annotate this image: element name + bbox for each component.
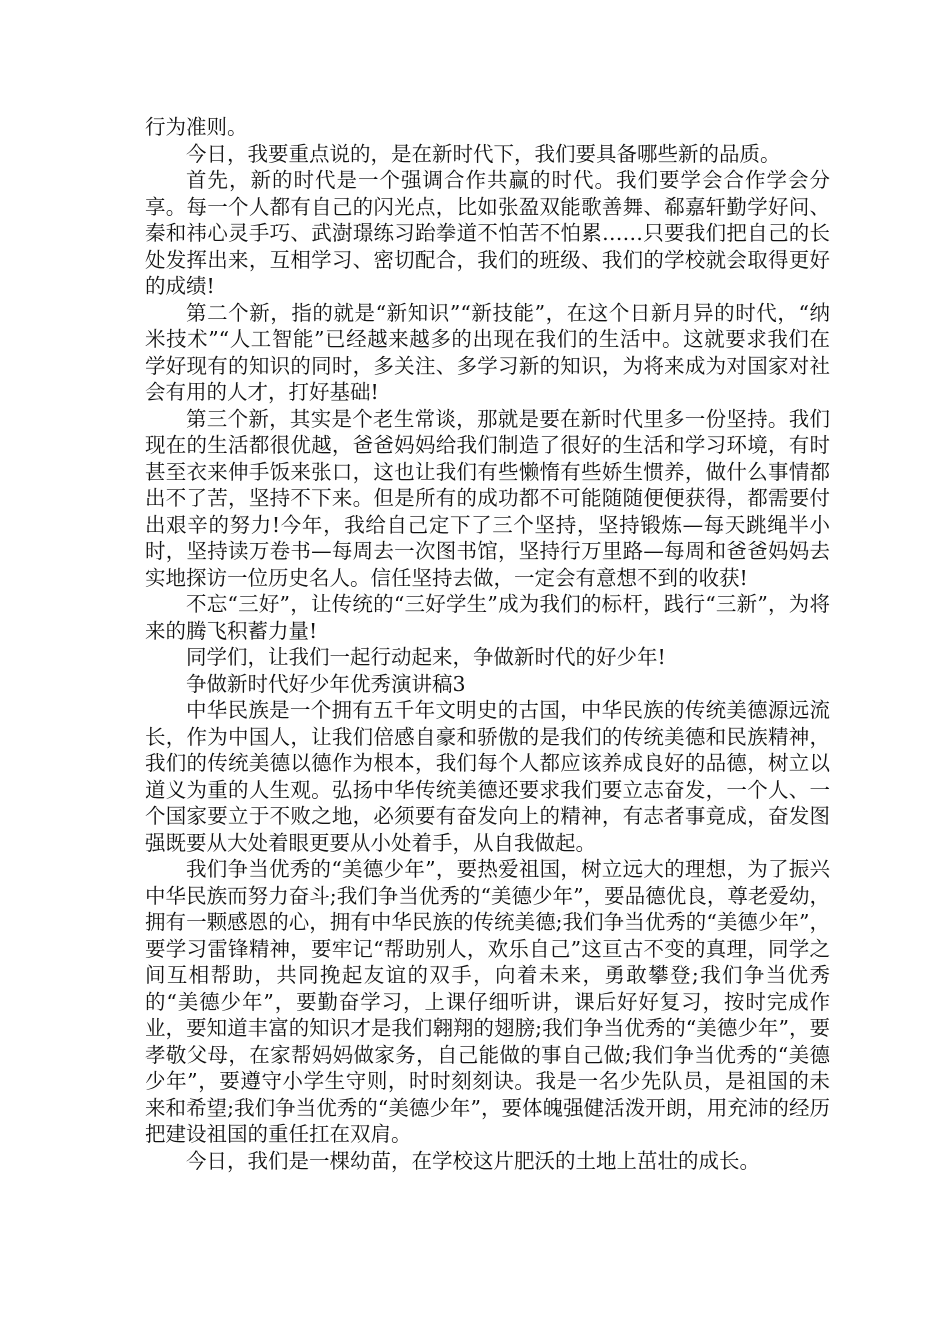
paragraph-second-new: 第二个新，指的就是“新知识”“新技能”，在这个日新月异的时代，“纳米技术”“人工智能”已经越来越多的出现在我们的生活中。这就要求我们在学好现有的知识的同时，多关注、多学习新的知识，为将来成为对国家对社会有用的人才，打好基础! [145,300,830,404]
paragraph-first-new: 首先，新的时代是一个强调合作共赢的时代。我们要学会合作学会分享。每一个人都有自己的闪光点，比如张盈双能歌善舞、郗嘉轩勤学好问、秦和祎心灵手巧、武澍璟练习跆拳道不怕苦不怕累……只要我们把自己的长处发挥出来，互相学习、密切配合，我们的班级、我们的学校就会取得更好的成绩! [145,168,830,298]
paragraph-third-new: 第三个新，其实是个老生常谈，那就是要在新时代里多一份坚持。我们现在的生活都很优越，爸爸妈妈给我们制造了很好的生活和学习环境，有时甚至衣来伸手饭来张口，这也让我们有些懒惰有些娇生惯养，做什么事情都出不了苦，坚持不下来。但是所有的成功都不可能随随便便获得，都需要付出艰辛的努力!今年，我给自己定下了三个坚持，坚持锻炼—每天跳绳半小时，坚持读万卷书—每周去一次图书馆，坚持行万里路—每周和爸爸妈妈去实地探访一位历史名人。信任坚持去做，一定会有意想不到的收获! [145,406,830,590]
paragraph-closing: 今日，我们是一棵幼苗，在学校这片肥沃的土地上茁壮的成长。 [186,1148,760,1173]
paragraph-intro: 今日，我要重点说的，是在新时代下，我们要具备哪些新的品质。 [186,141,781,166]
paragraph-three-goods: 不忘“三好”，让传统的“三好学生”成为我们的标杆，践行“三新”，为将来的腾飞积蓄力量! [145,592,830,643]
section-heading: 争做新时代好少年优秀演讲稿3 [186,671,466,696]
paragraph-chinese-virtues: 中华民族是一个拥有五千年文明史的古国，中华民族的传统美德源远流长，作为中国人，让我们倍感自豪和骄傲的是我们的传统美德和民族精神，我们的传统美德以德作为根本，我们每个人都应该养成良好的品德，树立以道义为重的人生观。弘扬中华传统美德还要求我们要立志奋发，一个人、一个国家要立于不败之地，必须要有奋发向上的精神，有志者事竟成，奋发图强既要从大处着眼更要从小处着手，从自我做起。 [145,698,830,855]
paragraph-call-to-action: 同学们，让我们一起行动起来，争做新时代的好少年! [186,645,666,669]
paragraph-virtuous-youth: 我们争当优秀的“美德少年”，要热爱祖国，树立远大的理想，为了振兴中华民族而努力奋斗;我们争当优秀的“美德少年”，要品德优良，尊老爱幼，拥有一颗感恩的心，拥有中华民族的传统美德;我们争当优秀的“美德少年”，要学习雷锋精神，要牢记“帮助别人，欢乐自己”这亘古不变的真理，同学之间互相帮助，共同挽起友谊的双手，向着未来，勇敢攀登;我们争当优秀的“美德少年”，要勤奋学习，上课仔细听讲，课后好好复习，按时完成作业，要知道丰富的知识才是我们翱翔的翅膀;我们争当优秀的“美德少年”，要孝敬父母，在家帮妈妈做家务，自己能做的事自己做;我们争当优秀的“美德少年”，要遵守小学生守则，时时刻刻诀。我是一名少先队员，是祖国的未来和希望;我们争当优秀的“美德少年”，要体魄强健活泼开朗，用充沛的经历把建设祖国的重任扛在双肩。 [145,857,830,1146]
paragraph-continuation: 行为准则。 [145,115,248,139]
